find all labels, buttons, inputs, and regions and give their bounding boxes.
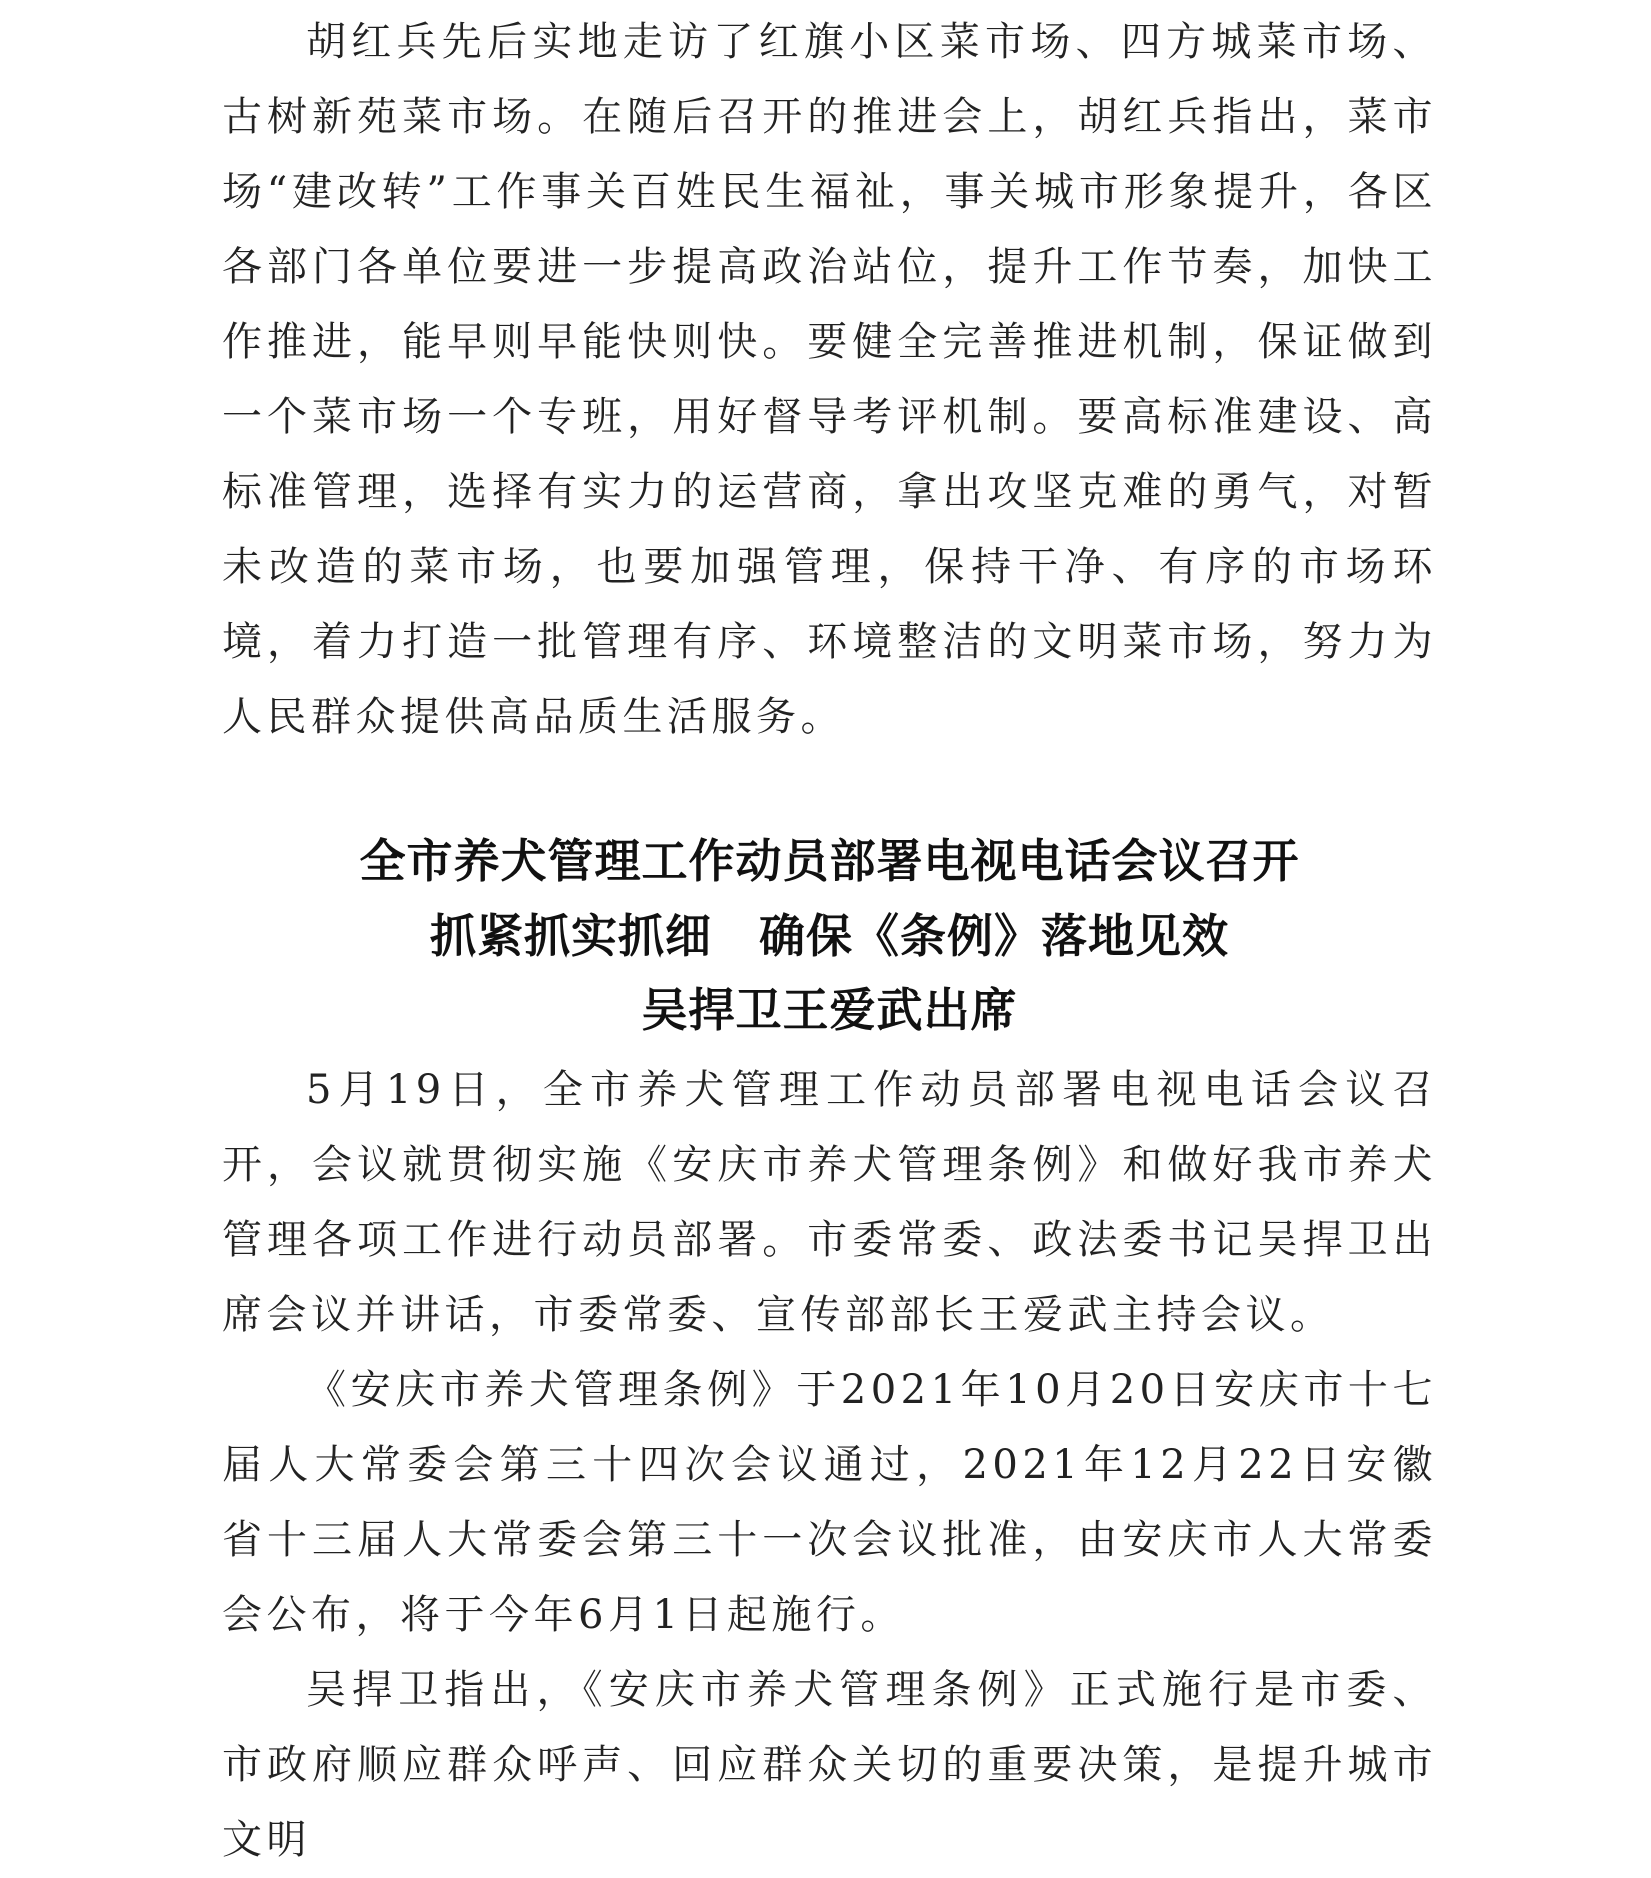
body-paragraph-market-inspection: 胡红兵先后实地走访了红旗小区菜市场、四方城菜市场、古树新苑菜市场。在随后召开的推进会上，胡红兵指出，菜市场“建改转”工作事关百姓民生福祉，事关城市形象提升，各区各部门各单位要进一步提高政治站位，提升工作节奏，加快工作推进，能早则早能快则快。要健全完善推进机制，保证做到一个菜市场一个专班，用好督导考评机制。要高标准建设、高标准管理，选择有实力的运营商，拿出攻坚克难的勇气，对暂未改造的菜市场，也要加强管理，保持干净、有序的市场环境，着力打造一批管理有序、环境整洁的文明菜市场，努力为人民群众提供高品质生活服务。 [222,19,1437,740]
body-paragraph-meeting-summary: 5月19日，全市养犬管理工作动员部署电视电话会议召开，会议就贯彻实施《安庆市养犬管理条例》和做好我市养犬管理各项工作进行动员部署。市委常委、政法委书记吴捍卫出席会议并讲话，市委常委、宣传部部长王爱武主持会议。 [222,1067,1437,1338]
body-paragraph-speech: 吴捍卫指出，《安庆市养犬管理条例》正式施行是市委、市政府顺应群众呼声、回应群众关切的重要决策，是提升城市文明 [222,1667,1437,1863]
body-paragraph-regulation-history: 《安庆市养犬管理条例》于2021年10月20日安庆市十七届人大常委会第三十四次会议通过，2021年12月22日安徽省十三届人大常委会第三十一次会议批准，由安庆市人大常委会公布，将于今年6月1日起施行。 [222,1367,1437,1638]
headline-attendees: 吴捍卫王爱武出席 [641,983,1018,1037]
headline-subtitle: 抓紧抓实抓细 确保《条例》落地见效 [430,909,1229,963]
headline-main: 全市养犬管理工作动员部署电视电话会议召开 [359,834,1300,888]
